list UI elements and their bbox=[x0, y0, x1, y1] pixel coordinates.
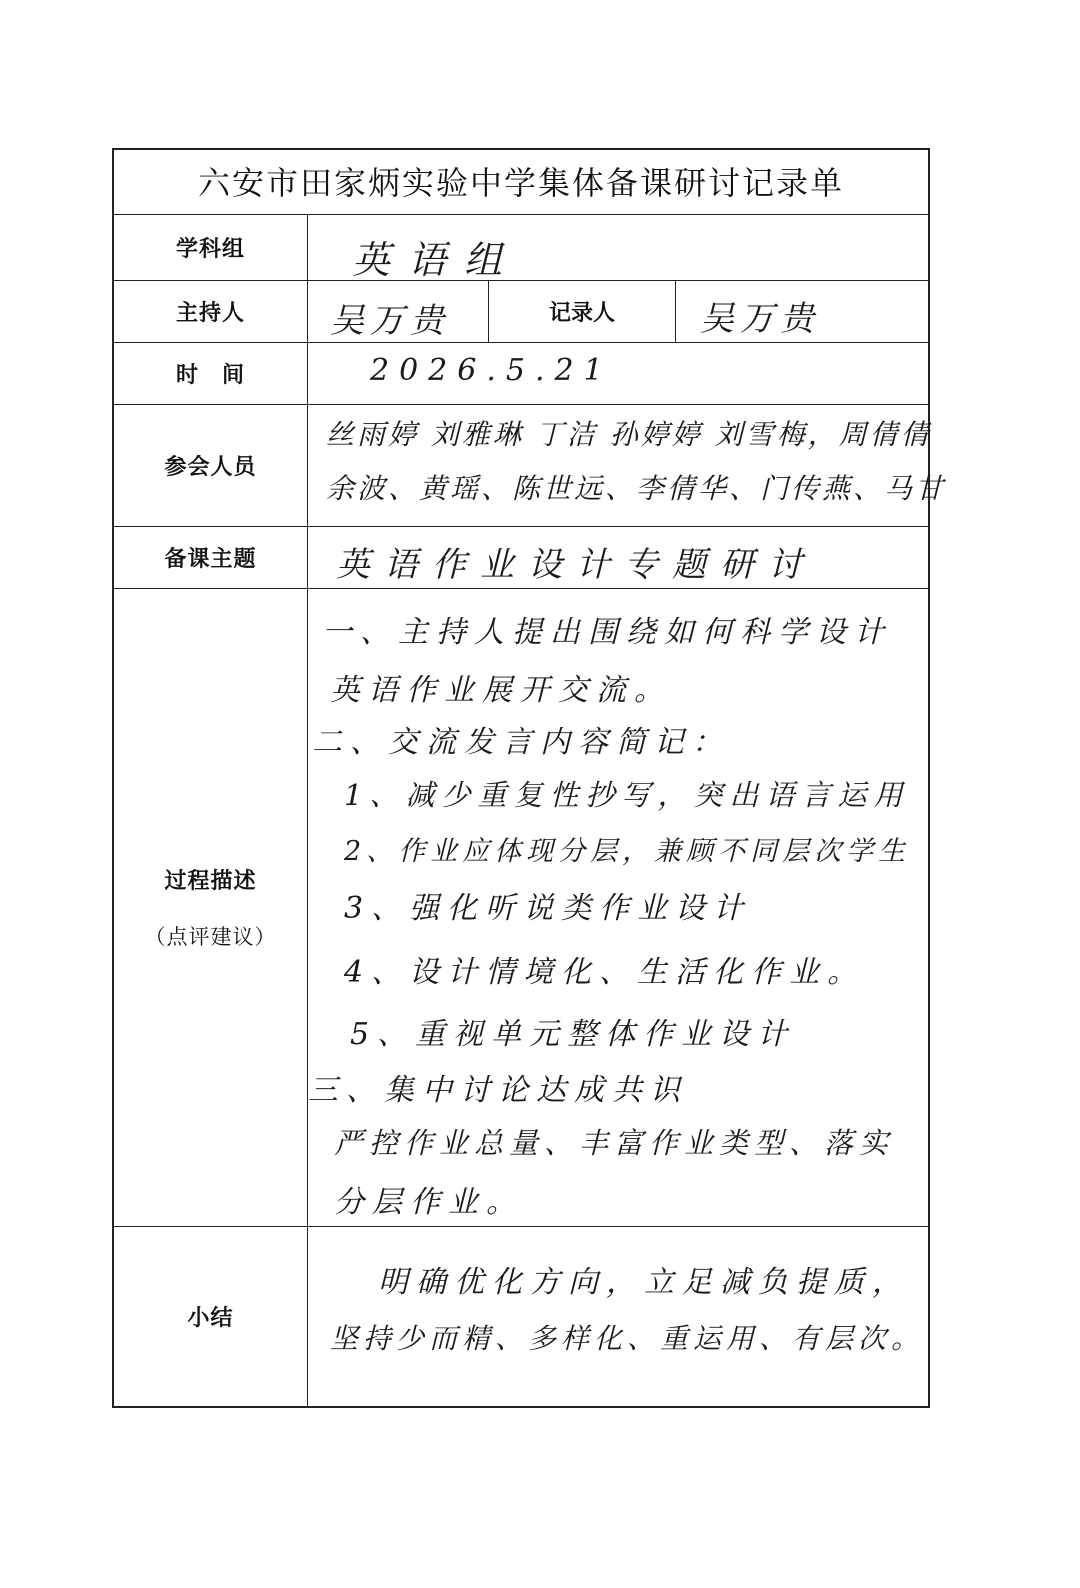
process-line: 英语作业展开交流。 bbox=[330, 673, 672, 708]
process-line: 严控作业总量、丰富作业类型、落实 bbox=[334, 1126, 895, 1160]
time-label: 时 间 bbox=[114, 343, 308, 404]
topic-cell bbox=[308, 527, 928, 588]
attendees-row bbox=[114, 404, 947, 526]
host-label: 主持人 bbox=[114, 281, 308, 342]
process-sublabel: （点评建议） bbox=[144, 925, 277, 949]
time-value: 2026.5.21 bbox=[370, 353, 613, 388]
summary-cell bbox=[308, 1227, 928, 1406]
time-cell bbox=[308, 343, 928, 404]
subject-group-label: 学科组 bbox=[114, 215, 308, 280]
title-row bbox=[114, 150, 928, 214]
attendees-line-1: 丝雨婷 刘雅琳 丁洁 孙婷婷 刘雪梅，周倩倩 bbox=[326, 418, 932, 451]
process-cell bbox=[308, 589, 928, 1226]
process-line: 4、设计情境化、生活化作业。 bbox=[344, 955, 866, 990]
process-line: 分层作业。 bbox=[334, 1185, 524, 1220]
process-line: 1、减少重复性抄写，突出语言运用 bbox=[344, 778, 910, 812]
recorder-label: 记录人 bbox=[548, 301, 615, 326]
recorder-value: 吴万贵 bbox=[700, 299, 820, 339]
process-line: 一、主持人提出围绕如何科学设计 bbox=[322, 615, 892, 650]
process-line: 3、强化听说类作业设计 bbox=[344, 891, 752, 926]
process-label-cell bbox=[114, 589, 308, 1226]
summary-row bbox=[114, 1226, 928, 1406]
summary-label: 小结 bbox=[114, 1227, 308, 1406]
attendees-label: 参会人员 bbox=[114, 405, 308, 526]
subject-group-cell bbox=[308, 215, 928, 280]
record-form bbox=[112, 148, 947, 1408]
summary-line: 明确优化方向，立足减负提质， bbox=[378, 1265, 910, 1300]
recorder-divider bbox=[675, 281, 676, 342]
topic-row bbox=[114, 526, 928, 588]
time-row bbox=[114, 342, 928, 404]
subject-group-row bbox=[114, 214, 928, 280]
subject-group-value: 英语组 bbox=[352, 238, 521, 282]
process-label: 过程描述 bbox=[164, 869, 257, 894]
topic-label: 备课主题 bbox=[114, 527, 308, 588]
process-line: 三、集中讨论达成共识 bbox=[308, 1073, 688, 1108]
form-title: 六安市田家炳实验中学集体备课研讨记录单 bbox=[197, 164, 844, 202]
process-line: 二、交流发言内容简记： bbox=[312, 725, 730, 760]
attendees-line-2: 余波、黄瑶、陈世远、李倩华、门传燕、马甘 bbox=[326, 472, 947, 505]
process-line: 5、重视单元整体作业设计 bbox=[350, 1017, 796, 1052]
attendees-cell bbox=[308, 405, 947, 526]
process-line: 2、作业应体现分层，兼顾不同层次学生 bbox=[344, 836, 911, 867]
summary-line: 坚持少而精、多样化、重运用、有层次。 bbox=[330, 1322, 925, 1355]
host-row-cells bbox=[308, 281, 928, 342]
host-value: 吴万贵 bbox=[330, 301, 450, 341]
topic-value: 英语作业设计专题研讨 bbox=[336, 545, 816, 585]
host-row bbox=[114, 280, 928, 342]
process-row bbox=[114, 588, 928, 1226]
